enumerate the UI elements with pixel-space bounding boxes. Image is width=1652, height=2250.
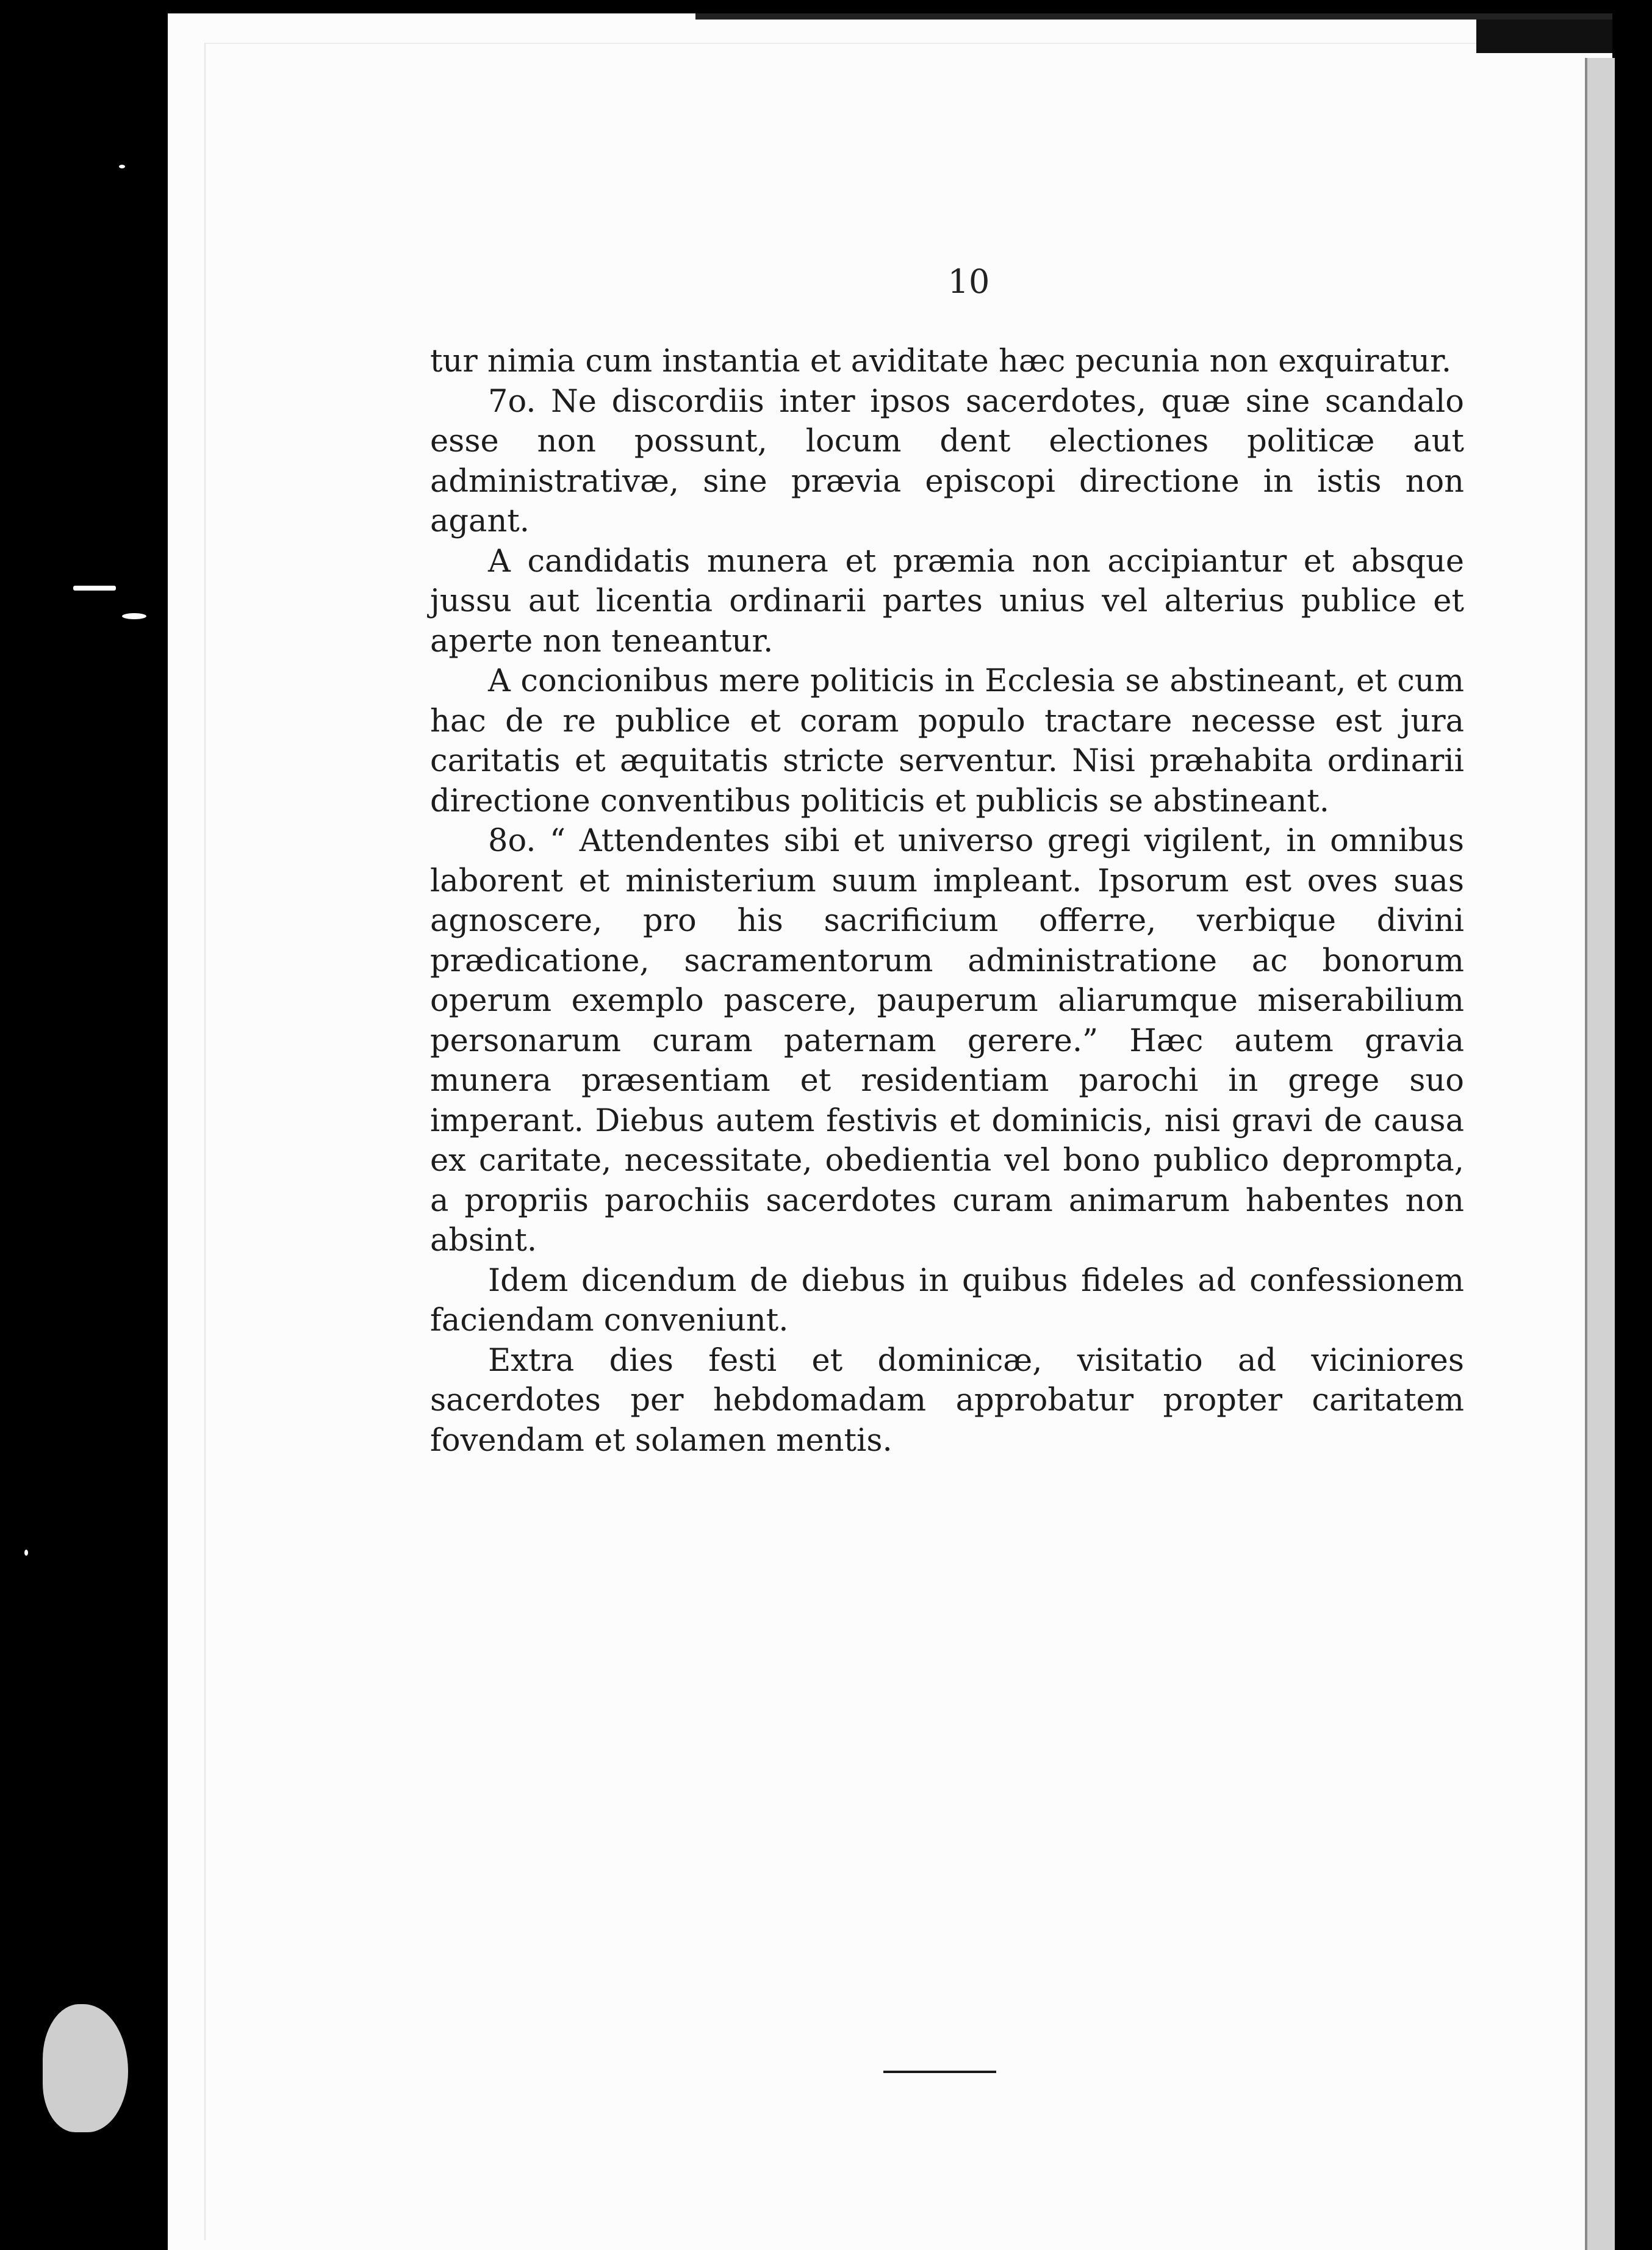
body-text xyxy=(430,342,1464,1461)
paragraph: 7o. Ne discordiis inter ipsos sacerdotes, quæ sine scandalo esse non possunt, locum dent electiones politicæ aut administrativæ, sine prævia episcopi directione in istis non agant. xyxy=(430,383,1464,539)
paragraph: Idem dicendum de diebus in quibus fideles ad confessionem faciendam conveniunt. xyxy=(430,1262,1464,1339)
scan-speck xyxy=(73,586,116,591)
paragraph: A candidatis munera et præmia non accipiantur et absque jussu aut licentia ordinarii partes unius vel alterius publice et aperte non teneantur. xyxy=(430,543,1464,660)
paragraph: 8o. “ Attendentes sibi et universo gregi vigilent, in omnibus laborent et ministerium suum impleant. Ipsorum est oves suas agnoscere, pro his sacrificium offerre, verbique divini prædicatione, sacramentorum administratione ac bonorum operum exemplo pascere, pauperum aliarumque miserabilium personarum curam paternam gerere.” Hæc autem gravia munera præsentiam et residentiam parochi in grege suo imperant. Diebus autem festivis et dominicis, nisi gravi de causa ex caritate, necessitate, obedientia vel bono publico deprompta, a propriis parochiis sacerdotes curam animarum habentes non absint. xyxy=(430,823,1464,1259)
paragraph: A concionibus mere politicis in Ecclesia se abstineant, et cum hac de re publice et coram populo tractare necesse est jura caritatis et æquitatis stricte serventur. Nisi præhabita ordinarii directione conventibus politicis et publicis se abstineant. xyxy=(430,663,1464,819)
page-binding-edge xyxy=(1585,58,1615,2250)
scan-speck xyxy=(24,1550,28,1556)
paragraph: tur nimia cum instantia et aviditate hæc pecunia non exquiratur. xyxy=(430,343,1452,379)
closing-rule xyxy=(883,2071,996,2073)
paragraph: Extra dies festi et dominicæ, visitatio ad viciniores sacerdotes per hebdomadam approbatur propter caritatem fovendam et solamen mentis. xyxy=(430,1342,1464,1459)
page-number: 10 xyxy=(947,262,990,301)
scan-top-corner xyxy=(1476,20,1612,53)
scan-speck xyxy=(119,165,125,168)
scan-top-edge xyxy=(695,13,1612,20)
scan-speck xyxy=(122,613,146,619)
scan-blot xyxy=(43,2004,128,2132)
